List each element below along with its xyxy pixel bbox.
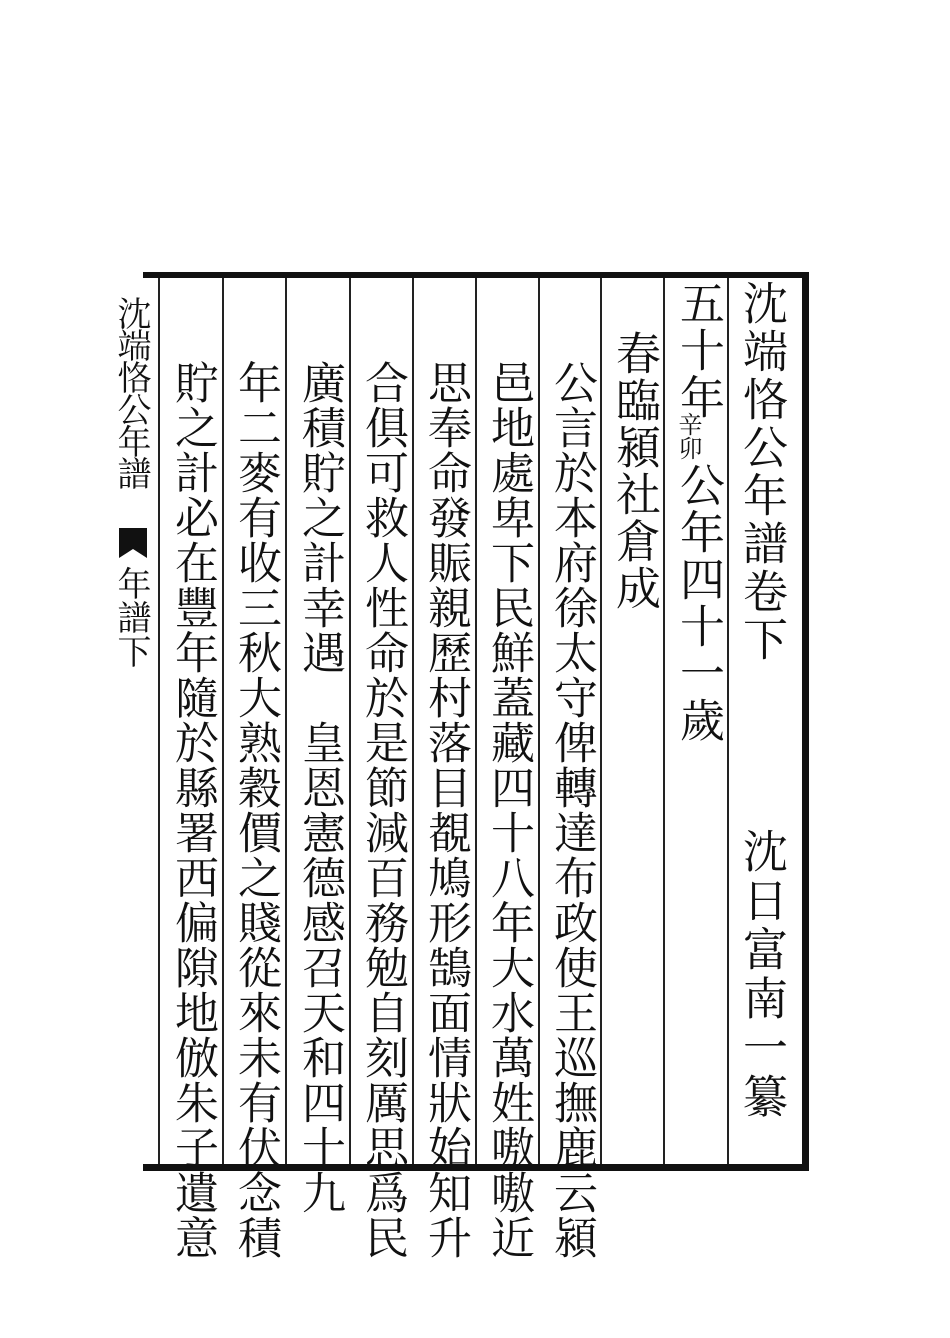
body-line: 合俱可救人性命於是節減百務勉自刻厲思爲民 xyxy=(357,360,408,1260)
column-rule xyxy=(412,278,414,1164)
body-line: 貯之計必在豐年隨於縣署西偏隙地倣朱子遺意 xyxy=(167,360,218,1260)
column-rule xyxy=(600,278,602,1164)
column-rule xyxy=(663,278,665,1164)
event-line: 春臨潁社倉成 xyxy=(608,330,661,612)
column-rule xyxy=(349,278,351,1164)
year-cyclical-note: 辛卯 xyxy=(674,412,702,460)
compiler-credit: 沈日富南一纂 xyxy=(735,828,788,1122)
column-rule xyxy=(222,278,224,1164)
fishtail-mark xyxy=(119,528,147,558)
column-rule xyxy=(475,278,477,1164)
body-line: 邑地處卑下民鮮蓋藏四十八年大水萬姓嗷嗷近 xyxy=(483,360,534,1260)
year-heading: 五十年 xyxy=(672,280,725,421)
body-line: 年二麥有收三秋大熟穀價之賤從來未有伏念積 xyxy=(230,360,281,1260)
margin-section-label: 年譜下 xyxy=(111,566,151,668)
column-rule xyxy=(727,278,729,1164)
margin-book-title: 沈端恪公年譜 xyxy=(111,296,151,488)
body-line: 廣積貯之計幸遇 皇恩憲德感召天和四十九 xyxy=(294,360,345,1215)
column-rule xyxy=(158,278,160,1164)
book-title: 沈端恪公年譜卷下 xyxy=(735,280,788,664)
column-rule xyxy=(285,278,287,1164)
body-line: 思奉命發賑親歷村落目覩鳩形鵠面情狀始知升 xyxy=(420,360,471,1260)
column-rule xyxy=(538,278,540,1164)
body-line: 公言於本府徐太守俾轉達布政使王巡撫鹿云潁 xyxy=(546,360,597,1260)
age-heading: 公年四十一歲 xyxy=(672,462,725,744)
